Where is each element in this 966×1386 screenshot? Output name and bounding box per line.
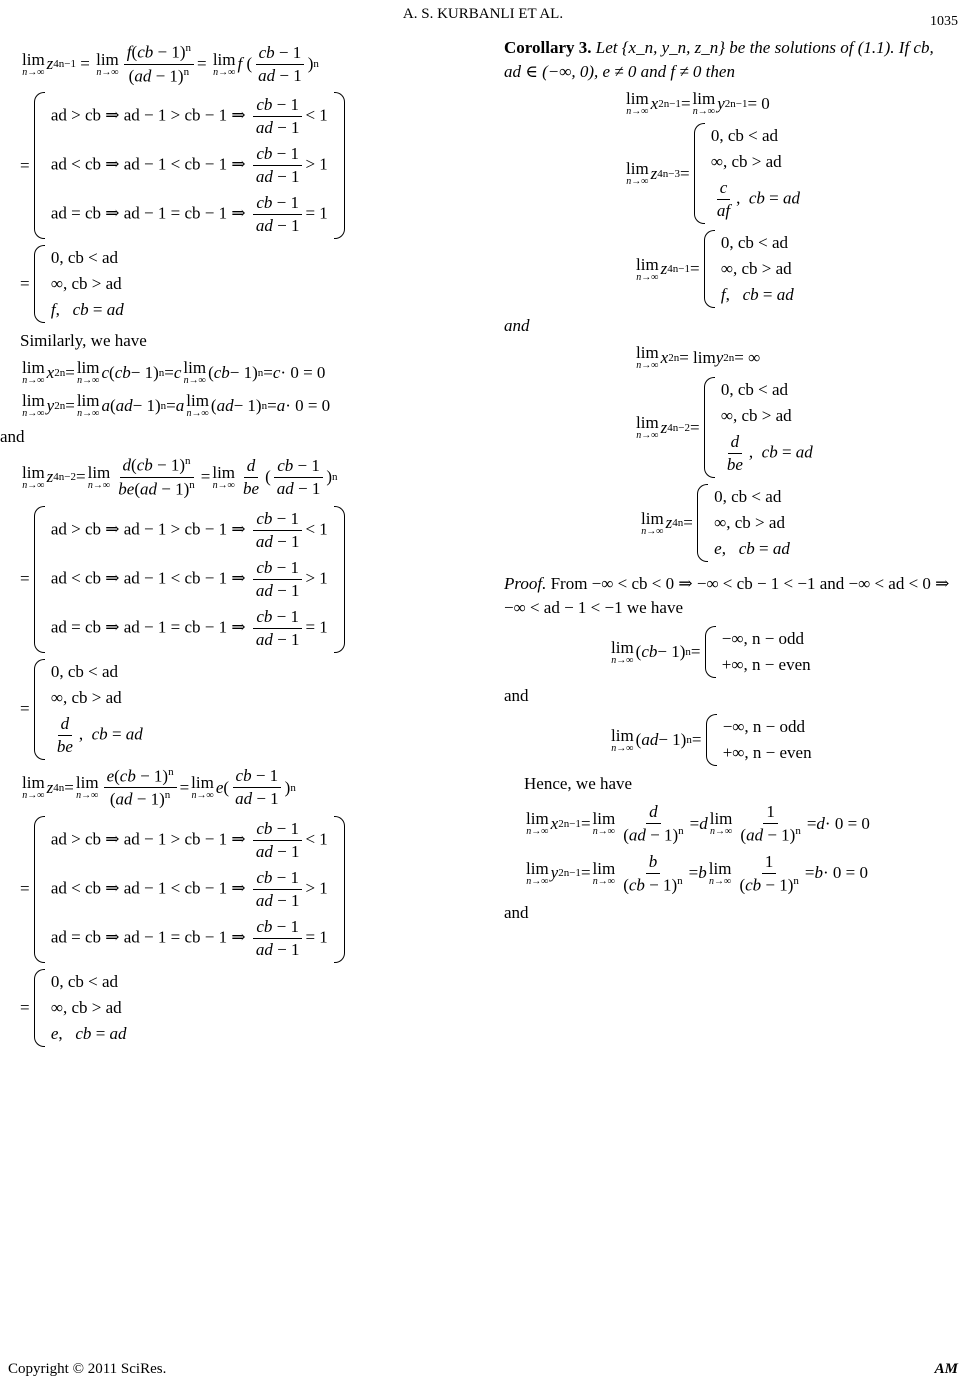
corollary-title: Corollary 3. bbox=[504, 38, 592, 57]
corollary-3 bbox=[504, 36, 954, 84]
eq-ratio-cases-2: = ad > cb ⇒ ad − 1 > cb − 1 ⇒ $\frac{cb - 1}{ad - 1}$ < 1 ad < cb ⇒ ad − 1 < cb − 1 ⇒ $\frac{cb - 1}{ad - 1}$ > 1 ad = cb ⇒ ad − 1 = cb − 1 ⇒ $\frac{cb - 1}{ad - 1}$ = 1 bbox=[20, 506, 460, 653]
left-column bbox=[0, 36, 460, 1053]
eq-z4n-2: lim n→∞ z 4n−2 = lim n→∞ $\frac{d(cb - 1)^n}{be(ad - 1)^n}$ = lim n→∞ $\frac{d}{be}$ ( $\frac{cb - 1}{ad - 1}$ ) n bbox=[22, 455, 338, 499]
journal-abbrev: AM bbox=[934, 1361, 958, 1377]
copyright: Copyright © 2011 SciRes. bbox=[8, 1361, 167, 1377]
eq-result-f: = 0, cb < ad ∞, cb > ad f, cb = ad bbox=[20, 245, 460, 323]
and-text-right-3: and bbox=[504, 903, 529, 923]
eq-ratio-cases-1: = ad > cb ⇒ ad − 1 > cb − 1 ⇒ $\frac{cb - 1}{ad - 1}$ < 1 ad < cb ⇒ ad − 1 < cb − 1 ⇒ $\frac{cb - 1}{ad - 1}$ > 1 ad = cb ⇒ ad − 1 = cb − 1 ⇒ $\frac{cb - 1}{ad - 1}$ = 1 bbox=[20, 92, 460, 239]
eq-result-e: = 0, cb < ad ∞, cb > ad e, cb = ad bbox=[20, 969, 460, 1047]
right-column bbox=[504, 36, 954, 925]
eq-z4n-3-result: lim n→∞ z 4n−3 = 0, cb < ad ∞, cb > ad $\frac{c}{af}$ , cb = ad bbox=[624, 123, 954, 224]
proof bbox=[504, 572, 954, 620]
proof-text: From −∞ < cb < 0 ⇒ −∞ < cb − 1 < −1 and −∞ < ad < 0 ⇒ −∞ < ad − 1 < −1 we have bbox=[504, 574, 950, 617]
eq-x2n-1-d: lim n→∞ x 2n−1 = lim n→∞ $\frac{d}{(ad - 1)^n}$ = d lim n→∞ $\frac{1}{(ad - 1)^n}$ = d · 0 = 0 bbox=[526, 802, 870, 845]
eq-z4n: lim n→∞ z 4n = lim n→∞ $\frac{e(cb - 1)^n}{(ad - 1)^n}$ = lim n→∞ e ( $\frac{cb - 1}{ad - 1}$ ) n bbox=[22, 765, 296, 809]
eq-z4n-1-result: lim n→∞ z 4n−1 = 0, cb < ad ∞, cb > ad f, cb = ad bbox=[634, 230, 954, 308]
corollary-text: Let {x_n, y_n, z_n} be the solutions of (1.1). If cb, ad ∈ (−∞, 0), e ≠ 0 and f ≠ 0 then bbox=[504, 38, 934, 81]
and-text-right-1: and bbox=[504, 316, 530, 335]
eq-y2n: lim n→∞ y 2n = lim n→∞ a ( ad − 1) n = a lim n→∞ ( ad − 1) n = a · 0 = 0 bbox=[22, 391, 331, 420]
eq-x2n: lim n→∞ x 2n = lim n→∞ c ( cb − 1) n = c lim n→∞ ( cb − 1) n = c · 0 = 0 bbox=[22, 358, 326, 387]
eq-z4n-2-result: lim n→∞ z 4n−2 = 0, cb < ad ∞, cb > ad $\frac{d}{be}$ , cb = ad bbox=[634, 377, 954, 478]
eq-ratio-cases-3: = ad > cb ⇒ ad − 1 > cb − 1 ⇒ $\frac{cb - 1}{ad - 1}$ < 1 ad < cb ⇒ ad − 1 < cb − 1 ⇒ $\frac{cb - 1}{ad - 1}$ > 1 ad = cb ⇒ ad − 1 = cb − 1 ⇒ $\frac{cb - 1}{ad - 1}$ = 1 bbox=[20, 816, 460, 963]
eq-y2n-1-b: lim n→∞ y 2n−1 = lim n→∞ $\frac{b}{(cb - 1)^n}$ = b lim n→∞ $\frac{1}{(cb - 1)^n}$ = b · 0 = 0 bbox=[526, 851, 868, 895]
eq-z4n-1: lim n→∞ z 4n−1 = lim n→∞ $\frac{f(cb - 1)^n}{(ad - 1)^n}$ = lim n→∞ f ( $\frac{cb - 1}{ad - 1}$ ) n bbox=[22, 42, 319, 86]
eq-x2n-y2n: lim n→∞ x 2n = lim y 2n = ∞ bbox=[636, 343, 761, 371]
page-number: 1035 bbox=[930, 14, 958, 29]
and-text-left: and bbox=[0, 427, 25, 447]
and-text-right-2: and bbox=[504, 686, 529, 705]
eq-result-d-be: = 0, cb < ad ∞, cb > ad $\frac{d}{be}$ , cb = ad bbox=[20, 659, 460, 760]
eq-z4n-result: lim n→∞ z 4n = 0, cb < ad ∞, cb > ad e, cb = ad bbox=[639, 484, 954, 562]
running-header: A. S. KURBANLI ET AL. bbox=[402, 6, 564, 22]
similarly-text: Similarly, we have bbox=[20, 331, 147, 351]
proof-label: Proof. bbox=[504, 574, 547, 593]
eq-ad-1-n: lim n→∞ ( ad − 1) n = −∞, n − odd +∞, n − even bbox=[609, 714, 954, 766]
eq-cb-1-n: lim n→∞ ( cb − 1) n = −∞, n − odd +∞, n − even bbox=[609, 626, 954, 678]
eq-x2n-1-y2n-1: lim n→∞ x 2n−1 = lim n→∞ y 2n−1 = 0 bbox=[626, 89, 770, 117]
hence-text: Hence, we have bbox=[524, 774, 633, 793]
